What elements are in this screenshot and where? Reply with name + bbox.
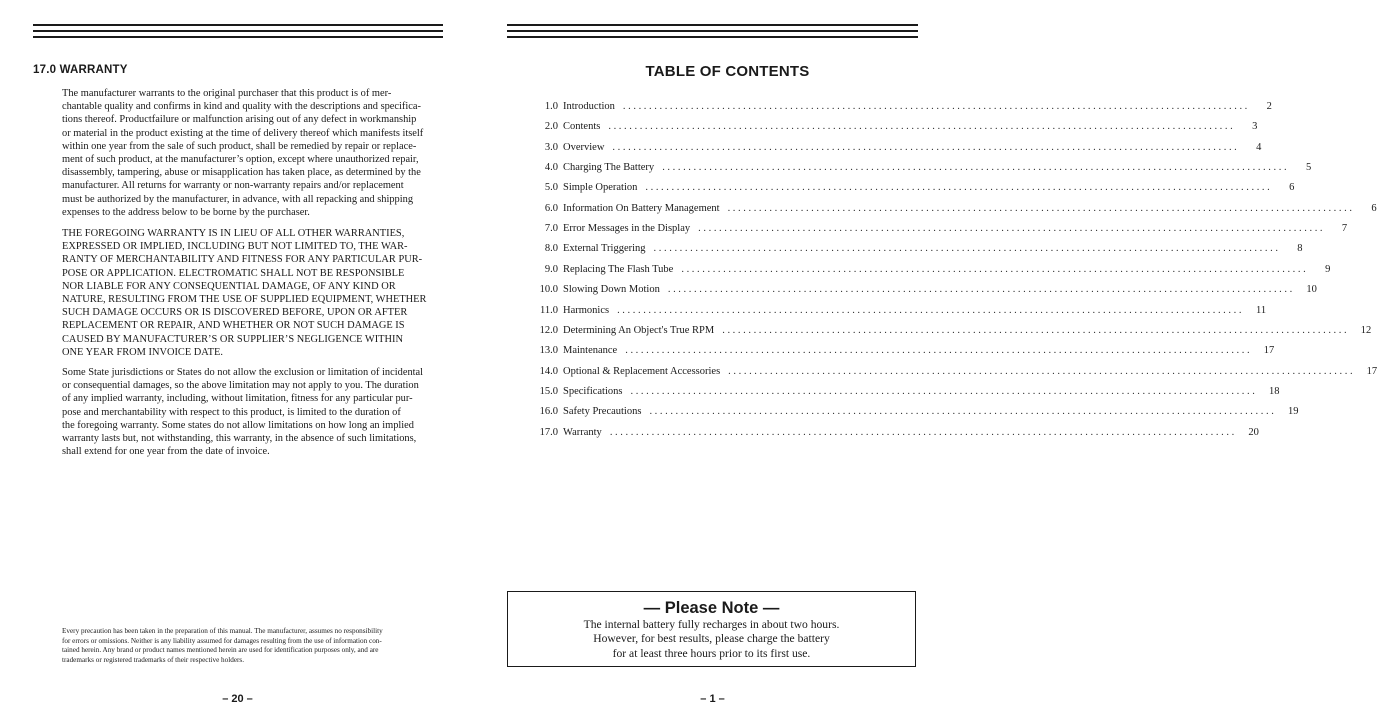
toc-entry-number: 15.0 [539,385,558,397]
toc-entry-title: Slowing Down Motion [563,284,660,296]
toc-entry-number: 9.0 [544,263,558,275]
left-top-rule-2 [33,30,443,32]
toc-entry-number: 3.0 [544,141,558,153]
toc-entry-title: Determining An Object's True RPM [563,324,715,336]
warranty-paragraph-1: The manufacturer warrants to the original purchaser that this product is of mer- chantable quality and confirms in kind and quality with the descriptions and specifica- tions thereof. Productfailure or malfunction arising out of any defect in workmanship or material in the product existing at the time of delivery thereof which manifests itself within one year from the sale of such product, shall be remedied by repair or replace- ment of such product, at the manufacturer’s option, except where unauthorized repair, disassembly, tampering, abuse or misapplication has taken place, as determined by the manufacturer. All returns for warranty or non-warranty repairs and/or replacement must be authorized by the manufacturer, in advance, with all repacking and shipping expenses to the address below to be borne by the purchaser. [62,88,424,218]
toc-dot-leader: ........................................................................................................................ [625,345,1253,357]
toc-dot-leader: ........................................................................................................................ [653,243,1281,255]
toc-entry-number: 16.0 [539,406,558,418]
toc-entry-title: Simple Operation [563,182,638,194]
disclaimer-footnote: Every precaution has been taken in the preparation of this manual. The manufacturer, assumes no responsibility for errors or omissions. Neither is any liability assumed for damages resulting from the use of information con- tained herein. Any brand or product names mentioned herein are used for identification purposes only, and are trademarks or registered trademarks of their respective holders. [62,627,383,664]
toc-entry-page: 9 [1325,263,1331,275]
toc-entry-title: Harmonics [563,304,610,316]
left-page-number: – 20 – [222,693,253,705]
toc-dot-leader: ........................................................................................................................ [662,162,1290,174]
toc-entry-title: Error Messages in the Display [563,223,691,235]
toc-dot-leader: ........................................................................................................................ [667,284,1295,296]
toc-entry-page: 18 [1268,385,1280,397]
toc-dot-leader: ........................................................................................................................ [727,202,1355,214]
toc-dot-leader: ........................................................................................................................ [630,385,1258,397]
toc-entry-number: 5.0 [544,182,558,194]
note-title: — Please Note — [643,599,780,617]
toc-entry [533,304,1267,318]
toc-entry-title: Charging The Battery [563,162,655,174]
toc-entry [533,161,1312,175]
toc-entry-number: 10.0 [539,284,558,296]
toc-entry [533,222,1348,236]
toc-dot-leader: ........................................................................................................................ [622,101,1250,112]
toc-entry-page: 12 [1360,324,1372,336]
toc-entry-number: 8.0 [544,243,558,255]
toc-entry-number: 6.0 [544,202,558,214]
toc-heading: TABLE OF CONTENTS [645,63,810,80]
right-page-number: – 1 – [700,693,725,705]
toc-entry-page: 6 [1371,202,1377,214]
note-line-1: The internal battery fully recharges in about two hours. [583,618,840,631]
toc-dot-leader: ........................................................................................................................ [649,406,1277,418]
toc-entry-page: 6 [1289,182,1295,194]
toc-entry-page: 3 [1252,121,1258,133]
toc-dot-leader: ........................................................................................................................ [698,223,1326,235]
toc-entry [533,405,1299,419]
toc-entry-page: 8 [1297,243,1303,255]
toc-entry [533,263,1331,277]
right-top-rule-1 [507,24,918,26]
toc-entry [533,202,1377,216]
toc-dot-leader: ........................................................................................................................ [608,121,1236,133]
toc-dot-leader: ........................................................................................................................ [681,263,1309,275]
toc-entry-page: 4 [1256,141,1262,153]
toc-entry [533,141,1262,155]
toc-entry-number: 11.0 [540,304,558,316]
toc-entry-title: Specifications [563,385,623,397]
left-top-rule-3 [33,36,443,38]
toc-entry [533,324,1372,338]
toc-dot-leader: ........................................................................................................................ [609,426,1237,438]
toc-entry-title: External Triggering [563,243,646,255]
toc-entry-number: 12.0 [539,324,558,336]
right-top-rule-2 [507,30,918,32]
toc-entry-page: 11 [1255,304,1267,316]
toc-entry-page: 17 [1263,345,1275,357]
toc-entry-number: 14.0 [539,365,558,377]
toc-entry-number: 4.0 [544,162,558,174]
toc-dot-leader: ........................................................................................................................ [645,182,1273,194]
toc-dot-leader: ........................................................................................................................ [617,304,1245,316]
warranty-heading: 17.0 WARRANTY [33,64,128,76]
toc-entry-page: 10 [1306,284,1317,296]
note-line-3: for at least three hours prior to its first use. [612,646,811,660]
toc-entry [533,120,1258,134]
toc-entry-number: 2.0 [544,121,558,133]
toc-entry-page: 20 [1248,426,1259,438]
toc-entry-page: 7 [1341,223,1348,235]
toc-entry-number: 17.0 [539,426,558,438]
toc-entry-number: 13.0 [539,345,558,357]
toc-entry-title: Replacing The Flash Tube [563,263,674,275]
toc-entry-number: 1.0 [544,101,558,112]
left-top-rule-1 [33,24,443,26]
toc-entry [533,242,1303,256]
toc-entry-title: Warranty [563,426,602,438]
toc-entry-title: Maintenance [563,345,618,357]
toc-entry [533,365,1377,379]
toc-dot-leader: ........................................................................................................................ [722,324,1350,336]
toc-dot-leader: ........................................................................................................................ [728,365,1356,377]
toc-entry [533,344,1275,358]
toc-entry-title: Information On Battery Management [563,202,720,214]
right-top-rule-3 [507,36,918,38]
please-note-box [507,591,916,667]
toc-entry [533,385,1280,399]
toc-entry-title: Overview [563,141,605,153]
toc-entry-title: Optional & Replacement Accessories [563,365,721,377]
toc-entry-page: 5 [1305,162,1312,174]
toc-entry [533,283,1317,297]
toc-entry-title: Introduction [563,101,615,112]
warranty-paragraph-3: Some State jurisdictions or States do not allow the exclusion or limitation of incidental or consequential damages, so the above limitation may not apply to you. The duration of any implied warranty, including, without limitation, fitness for any particular pur- pose and merchantability with respect to this product, is limited to the duration of the foregoing warranty. Some states do not allow limitations on how long an implied warranty lasts but, not withstanding, this warranty, in the absence of such limitations, shall extend for one year from the date of invoice. [62,367,424,458]
toc-entry [533,100,1272,114]
toc-entry-title: Safety Precautions [563,406,642,418]
toc-entry-title: Contents [563,121,601,133]
toc-dot-leader: ........................................................................................................................ [612,141,1240,153]
note-line-2: However, for best results, please charge the battery [593,632,830,646]
toc-entry [533,426,1259,440]
warranty-paragraph-2: THE FOREGOING WARRANTY IS IN LIEU OF ALL OTHER WARRANTIES, EXPRESSED OR IMPLIED, INCLUDING BUT NOT LIMITED TO, THE WAR- RANTY OF MERCHANTABILITY AND FITNESS FOR ANY PARTICULAR PUR- POSE OR APPLICATION. ELECTROMATIC SHALL NOT BE RESPONSIBLE NOR LIABLE FOR ANY CONSEQUENTIAL DAMAGE, OF ANY KIND OR NATURE, RESULTING FROM THE USE OF SUPPLIED EQUIPMENT, WHETHER SUCH DAMAGE OCCURS OR IS DISCOVERED BEFORE, UPON OR AFTER REPLACEMENT OR REPAIR, AND WHETHER OR NOT SUCH DAMAGE IS CAUSED BY MANUFACTURER’S OR SUPPLIER’S NEGLIGENCE WITHIN ONE YEAR FROM INVOICE DATE. [62,228,427,358]
toc-entry-number: 7.0 [544,223,558,235]
toc-entry [533,181,1295,195]
toc-entry-page: 19 [1287,406,1299,418]
toc-entry-page: 17 [1366,365,1377,377]
toc-entry-page: 2 [1266,101,1272,112]
